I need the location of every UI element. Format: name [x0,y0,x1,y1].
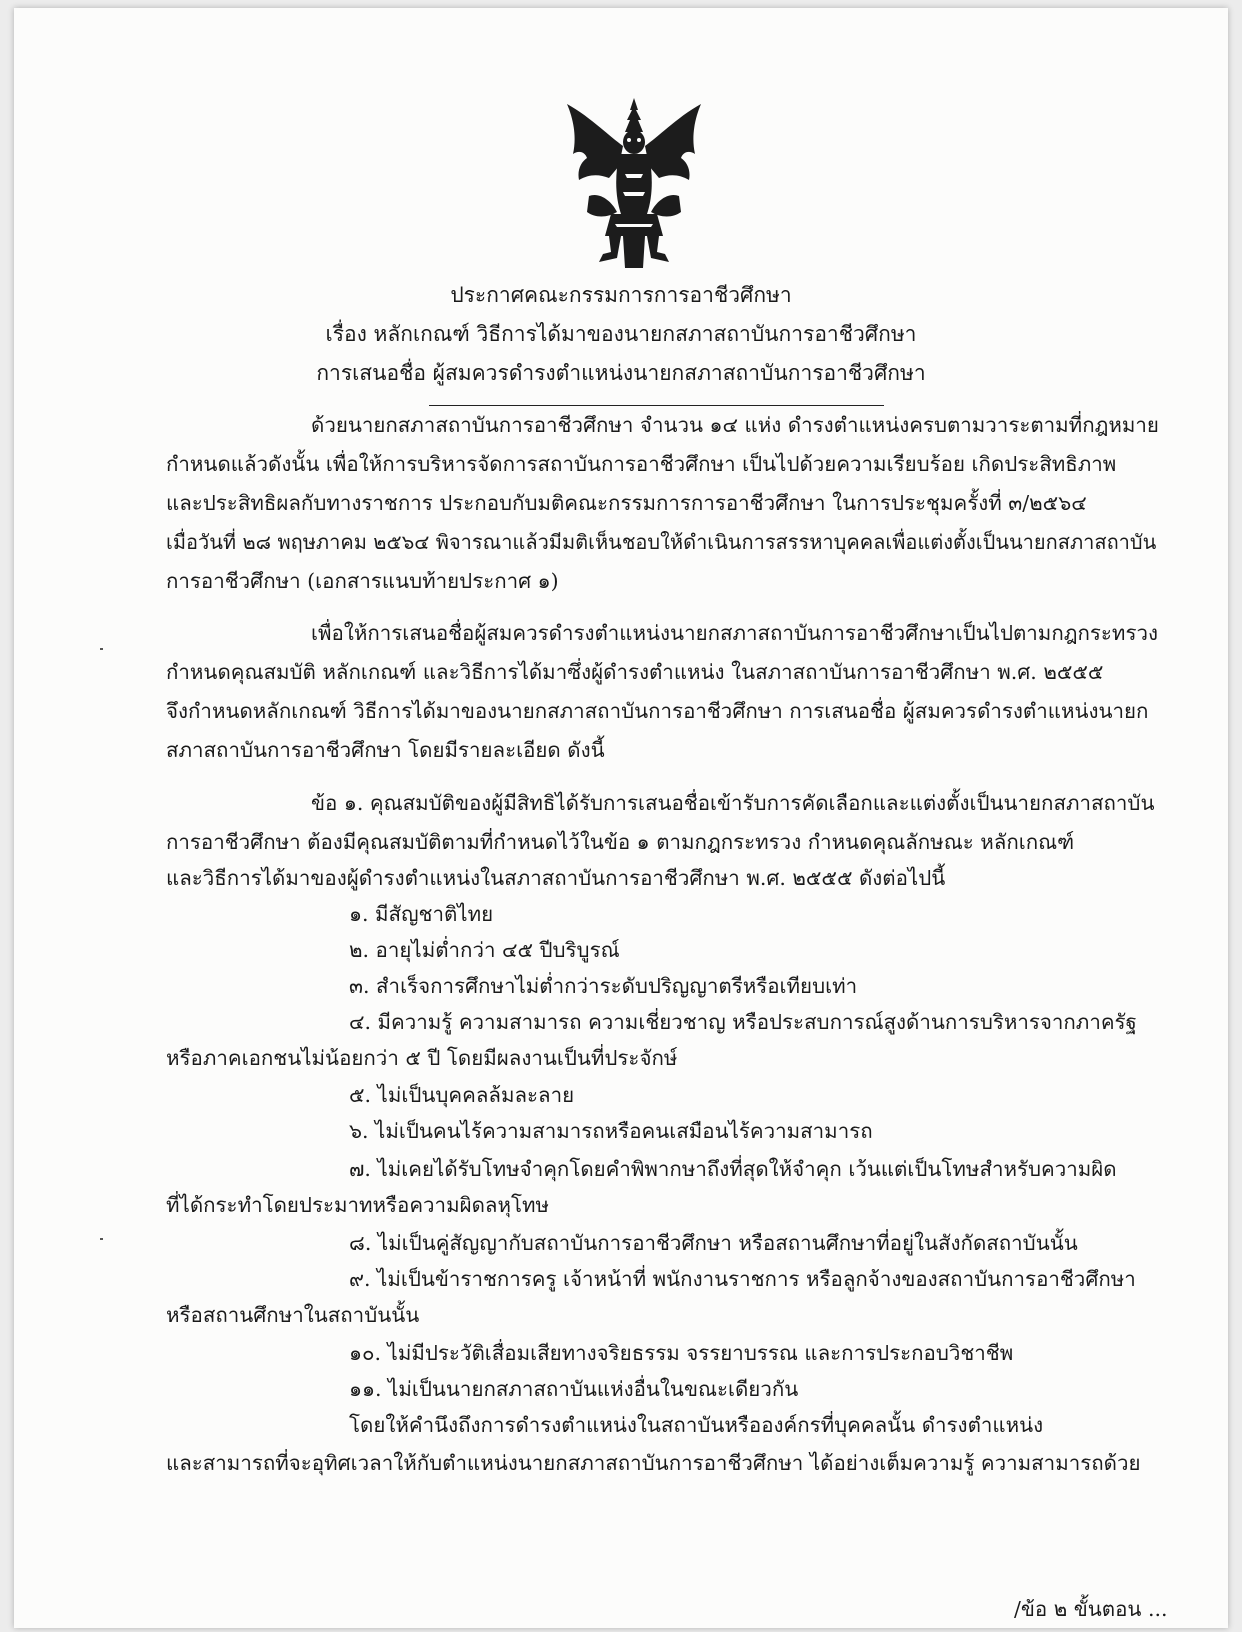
qualification-item: ๔. มีความรู้ ความสามารถ ความเชี่ยวชาญ หรือประสบการณ์สูงด้านการบริหารจากภาครัฐ [349,1010,1137,1034]
garuda-emblem-icon [559,96,709,276]
body-line: การอาชีวศึกษา ต้องมีคุณสมบัติตามที่กำหนดไว้ในข้อ ๑ ตามกฎกระทรวง กำหนดคุณลักษณะ หลักเกณฑ์ [166,830,1075,854]
body-line: เมื่อวันที่ ๒๘ พฤษภาคม ๒๕๖๔ พิจารณาแล้วมีมติเห็นชอบให้ดำเนินการสรรหาบุคคลเพื่อแต่งตั้งเป็นนายกสภาสถาบัน [166,530,1157,554]
body-line: การอาชีวศึกษา (เอกสารแนบท้ายประกาศ ๑) [166,569,559,593]
page-continuation: /ข้อ ๒ ขั้นตอน ... [1014,1597,1168,1621]
body-line: กำหนดแล้วดังนั้น เพื่อให้การบริหารจัดการสถาบันการอาชีวศึกษา เป็นไปด้วยความเรียบร้อย เกิดประสิทธิภาพ [166,452,1117,476]
body-line: จึงกำหนดหลักเกณฑ์ วิธีการได้มาของนายกสภาสถาบันการอาชีวศึกษา การเสนอชื่อ ผู้สมควรดำรงตำแหน่งนายก [166,699,1149,723]
body-line: ที่ได้กระทำโดยประมาทหรือความผิดลหุโทษ [166,1193,550,1217]
qualification-item: ๑. มีสัญชาติไทย [349,902,494,926]
body-line: โดยให้คำนึงถึงการดำรงตำแหน่งในสถาบันหรือองค์กรที่บุคคลนั้น ดำรงตำแหน่ง [349,1413,1044,1437]
scan-speck [100,648,103,650]
qualification-item: ๑๑. ไม่เป็นนายกสภาสถาบันแห่งอื่นในขณะเดียวกัน [349,1377,799,1401]
announcement-subject-line-2: การเสนอชื่อ ผู้สมควรดำรงตำแหน่งนายกสภาสถาบันการอาชีวศึกษา [316,361,926,385]
announcement-subject: เรื่อง หลักเกณฑ์ วิธีการได้มาของนายกสภาสถาบันการอาชีวศึกษา [325,322,917,346]
body-line: และสามารถที่จะอุทิศเวลาให้กับตำแหน่งนายกสภาสถาบันการอาชีวศึกษา ได้อย่างเต็มความรู้ ความสามารถด้วย [166,1451,1141,1475]
announcement-title: ประกาศคณะกรรมการการอาชีวศึกษา [450,283,792,307]
body-line: หรือสถานศึกษาในสถาบันนั้น [166,1303,420,1327]
body-line: เพื่อให้การเสนอชื่อผู้สมควรดำรงตำแหน่งนายกสภาสถาบันการอาชีวศึกษาเป็นไปตามกฎกระทรวง [311,621,1158,645]
qualification-item: ๙. ไม่เป็นข้าราชการครู เจ้าหน้าที่ พนักงานราชการ หรือลูกจ้างของสถาบันการอาชีวศึกษา [349,1267,1136,1291]
qualification-item: ๕. ไม่เป็นบุคคลล้มละลาย [349,1083,575,1107]
qualification-item: ๓. สำเร็จการศึกษาไม่ต่ำกว่าระดับปริญญาตรีหรือเทียบเท่า [349,974,858,998]
scan-speck [100,1238,103,1240]
body-line: และวิธีการได้มาของผู้ดำรงตำแหน่งในสภาสถาบันการอาชีวศึกษา พ.ศ. ๒๕๕๕ ดังต่อไปนี้ [166,866,946,890]
clause-heading: ข้อ ๑. คุณสมบัติของผู้มีสิทธิได้รับการเสนอชื่อเข้ารับการคัดเลือกและแต่งตั้งเป็นนายกสภาสถาบัน [311,791,1155,815]
qualification-item: ๖. ไม่เป็นคนไร้ความสามารถหรือคนเสมือนไร้ความสามารถ [349,1119,873,1143]
body-line: กำหนดคุณสมบัติ หลักเกณฑ์ และวิธีการได้มาซึ่งผู้ดำรงตำแหน่ง ในสภาสถาบันการอาชีวศึกษา พ.ศ. ๒๕๕๕ [166,660,1104,684]
qualification-item: ๗. ไม่เคยได้รับโทษจำคุกโดยคำพิพากษาถึงที่สุดให้จำคุก เว้นแต่เป็นโทษสำหรับความผิด [349,1157,1117,1181]
qualification-item: ๑๐. ไม่มีประวัติเสื่อมเสียทางจริยธรรม จรรยาบรรณ และการประกอบวิชาชีพ [349,1341,1014,1365]
qualification-item: ๒. อายุไม่ต่ำกว่า ๔๕ ปีบริบูรณ์ [349,938,620,962]
document-page [14,8,1228,1628]
qualification-item: ๘. ไม่เป็นคู่สัญญากับสถาบันการอาชีวศึกษา หรือสถานศึกษาที่อยู่ในสังกัดสถาบันนั้น [349,1231,1078,1255]
title-divider [429,405,884,406]
body-line: และประสิทธิผลกับทางราชการ ประกอบกับมติคณะกรรมการการอาชีวศึกษา ในการประชุมครั้งที่ ๓/๒๕๖๔ [166,491,1087,515]
body-line: หรือภาคเอกชนไม่น้อยกว่า ๕ ปี โดยมีผลงานเป็นที่ประจักษ์ [166,1046,678,1070]
body-line: ด้วยนายกสภาสถาบันการอาชีวศึกษา จำนวน ๑๔ แห่ง ดำรงตำแหน่งครบตามวาระตามที่กฎหมาย [311,413,1159,437]
body-line: สภาสถาบันการอาชีวศึกษา โดยมีรายละเอียด ดังนี้ [166,738,605,762]
